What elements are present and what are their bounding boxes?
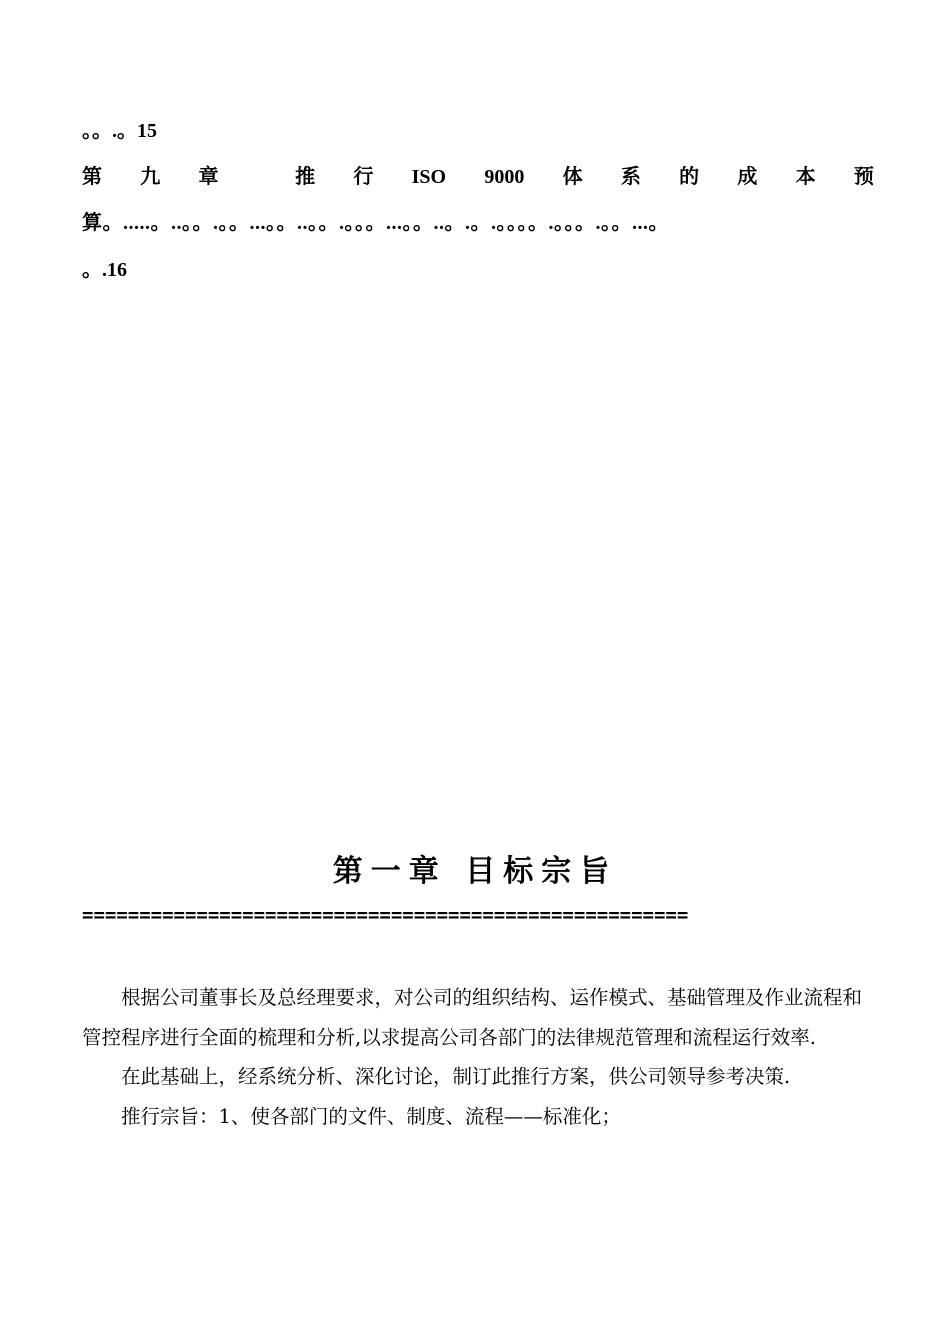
- chapter-body: [82, 978, 868, 1136]
- toc-word: 九: [140, 166, 161, 188]
- toc-leader-line: 。。.。15: [82, 120, 157, 142]
- toc-page-number: 。.16: [82, 259, 127, 281]
- toc-word: 行: [353, 166, 374, 188]
- toc-word: 的: [679, 166, 700, 188]
- paragraph: 推行宗旨：1、使各部门的文件、制度、流程——标准化；: [121, 1104, 621, 1128]
- toc-word: 本: [795, 166, 816, 188]
- paragraph: 在此基础上，经系统分析、深化讨论，制订此推行方案，供公司领导参考决策.: [121, 1065, 791, 1088]
- toc-entry-chapter-9[interactable]: [82, 163, 874, 191]
- toc-word: ISO: [411, 166, 447, 188]
- toc-word: 预: [853, 166, 874, 188]
- toc-word: 系: [620, 166, 641, 188]
- toc-word: 体: [562, 166, 583, 188]
- toc-leader-line: 算。.....。..。。.。。...。。..。。.。。。...。。..。.。.。。。。.。。。.。。...。: [82, 212, 669, 234]
- toc-word: 推: [295, 166, 316, 188]
- toc-word: 章: [198, 166, 219, 188]
- paragraph: 根据公司董事长及总经理要求，对公司的组织结构、运作模式、基础管理及作业流程和管控程序进行全面的梳理和分析,以求提高公司各部门的法律规范管理和流程运行效率.: [82, 986, 863, 1049]
- chapter-title: 第一章 目标宗旨: [332, 854, 618, 889]
- toc-word: 第: [82, 166, 102, 188]
- toc-word: 9000: [484, 166, 525, 188]
- toc-word: 成: [737, 166, 758, 188]
- divider-rule: =====================================================: [82, 904, 689, 926]
